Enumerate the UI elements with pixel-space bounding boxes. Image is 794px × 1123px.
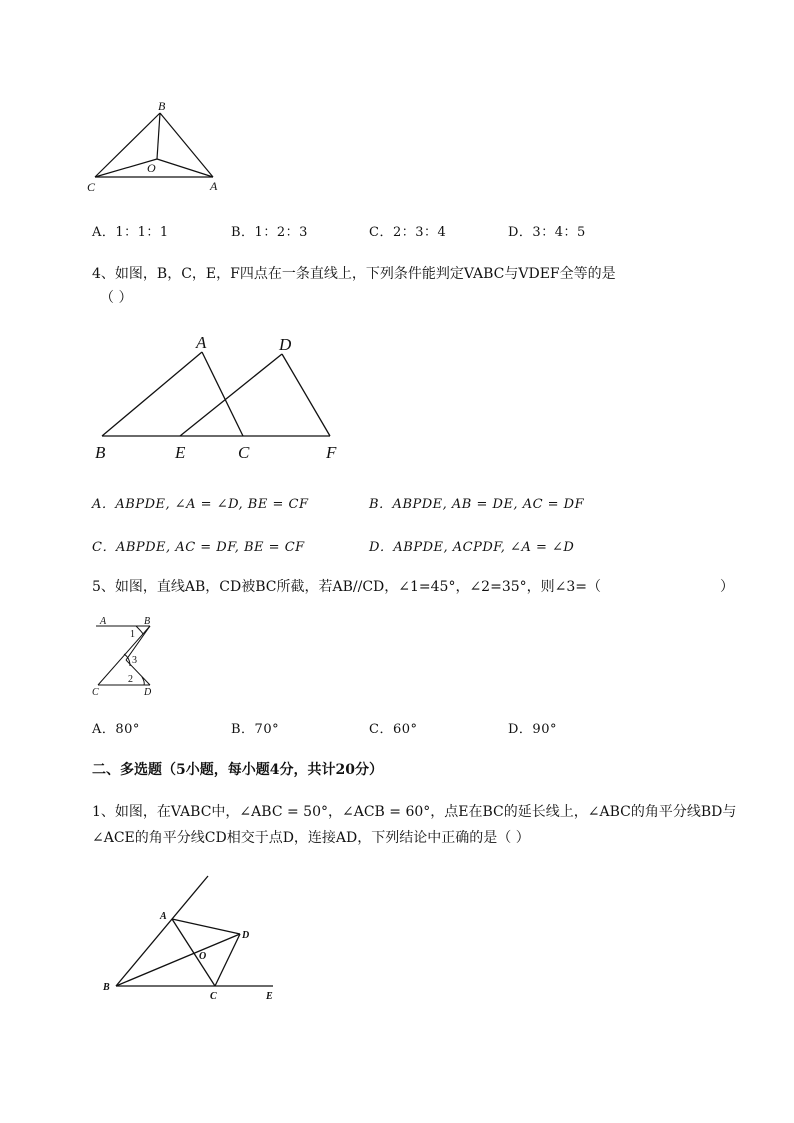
- q4-stem: 4、如图，B，C，E，F四点在一条直线上，下列条件能判定VABC与VDEF全等的是: [92, 266, 616, 282]
- label-a: A: [196, 333, 207, 352]
- mq1-stem-line1: 1、如图，在VABC中，∠ABC = 50°，∠ACB = 60°，点E在BC的延长线上，∠ABC的角平分线BD与: [92, 804, 737, 820]
- q4-option-d[interactable]: D．ABPDE, ACPDF, ∠A = ∠D: [369, 540, 575, 555]
- q4-option-b[interactable]: B．ABPDE, AB = DE, AC = DF: [369, 497, 585, 512]
- label-a: A: [160, 911, 167, 922]
- label-b: B: [103, 982, 110, 993]
- figure-two-triangles: [90, 330, 360, 465]
- label-a: A: [210, 179, 218, 193]
- label-b: B: [144, 616, 151, 627]
- q5-option-a[interactable]: A．80°: [92, 722, 140, 737]
- label-c: C: [92, 687, 99, 698]
- q5-stem: 5、如图，直线AB，CD被BC所截，若AB//CD，∠1=45°，∠2=35°，则∠3=（: [92, 579, 602, 595]
- label-e: E: [266, 991, 273, 1002]
- q5-option-b[interactable]: B．70°: [231, 722, 280, 737]
- q4-option-c[interactable]: C．ABPDE, AC = DF, BE = CF: [92, 540, 305, 555]
- angle-3-label: 3: [132, 655, 137, 666]
- q5-answer-blank-end[interactable]: ）: [720, 579, 734, 595]
- label-c: C: [238, 443, 250, 462]
- figure-parallel-lines: [88, 612, 168, 700]
- q4-option-a[interactable]: A．ABPDE, ∠A = ∠D, BE = CF: [92, 497, 309, 512]
- q3-option-c[interactable]: C．2：3：4: [369, 225, 447, 240]
- label-f: F: [326, 443, 337, 462]
- mq1-stem-line2: ∠ACE的角平分线CD相交于点D，连接AD，下列结论中正确的是（ ）: [92, 830, 530, 846]
- label-d: D: [279, 335, 292, 354]
- label-b: B: [95, 443, 106, 462]
- angle-2-label: 2: [128, 674, 133, 685]
- angle-1-label: 1: [130, 629, 135, 640]
- label-d: D: [144, 687, 152, 698]
- q4-answer-blank[interactable]: （ ）: [100, 290, 133, 306]
- q3-option-d[interactable]: D．3：4：5: [508, 225, 586, 240]
- label-c: C: [87, 180, 96, 194]
- q5-option-d[interactable]: D．90°: [508, 722, 557, 737]
- label-o: O: [147, 161, 156, 175]
- q3-option-a[interactable]: A．1：1：1: [92, 225, 169, 240]
- label-d: D: [242, 930, 250, 941]
- label-a: A: [100, 616, 107, 627]
- label-c: C: [210, 991, 217, 1002]
- section-heading: 二、多选题（5小题，每小题4分，共计20分）: [92, 762, 383, 778]
- q5-option-c[interactable]: C．60°: [369, 722, 418, 737]
- label-o: O: [199, 951, 207, 962]
- figure-angle-bisectors: [98, 868, 288, 1008]
- figure-triangle-o: [85, 95, 245, 200]
- q3-option-b[interactable]: B．1：2：3: [231, 225, 308, 240]
- label-e: E: [175, 443, 186, 462]
- label-b: B: [158, 99, 166, 113]
